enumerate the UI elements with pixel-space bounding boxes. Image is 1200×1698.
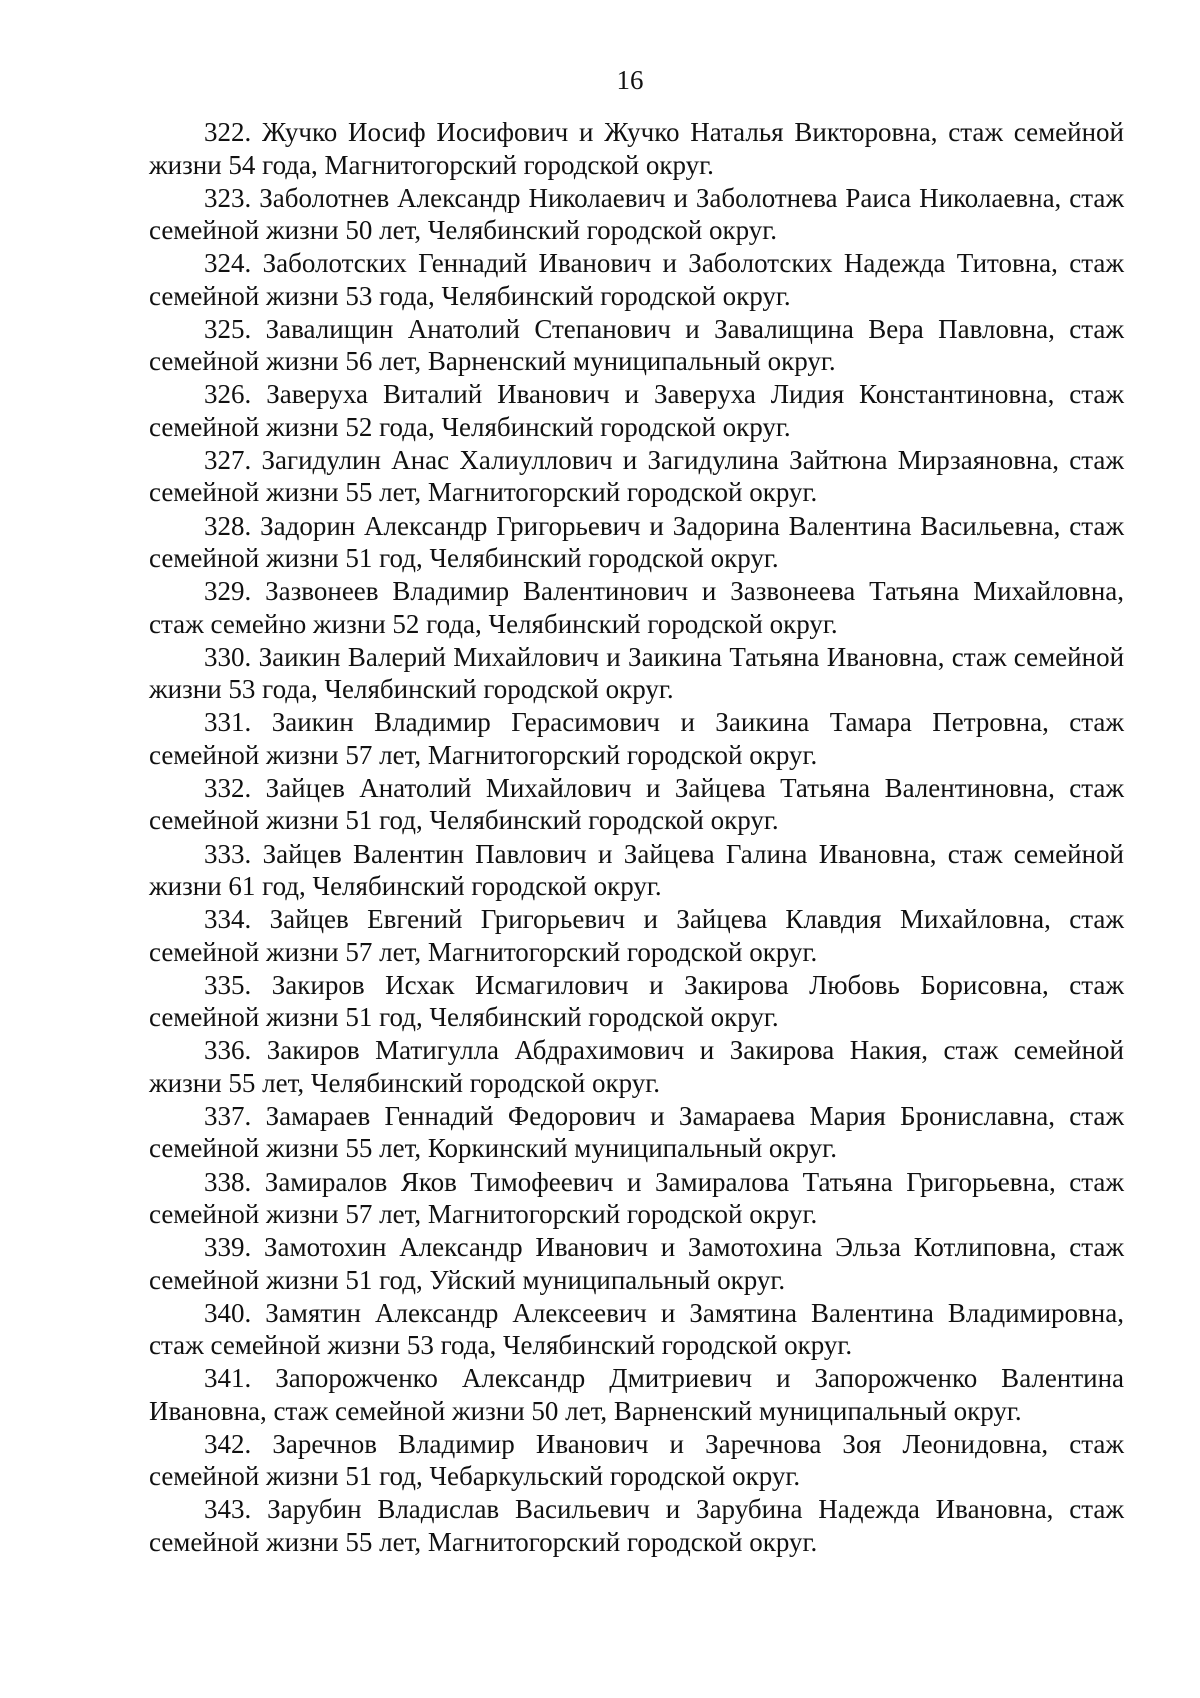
list-item xyxy=(149,1362,1124,1427)
entry-text: Заболотских Геннадий Иванович и Заболотских Надежда Титовна, стаж семейной жизни 53 года, Челябинский городской округ. xyxy=(149,248,1125,311)
entry-text: Замотохин Александр Иванович и Замотохина Эльза Котлиповна, стаж семейной жизни 51 год, Уйский муниципальный округ. xyxy=(149,1232,1124,1295)
list-item xyxy=(149,313,1124,378)
entry-number: 342. xyxy=(204,1428,252,1459)
entry-number: 341. xyxy=(204,1363,252,1394)
entry-text: Запорожченко Александр Дмитриевич и Запорожченко Валентина Ивановна, стаж семейной жизни 50 лет, Варненский муниципальный округ. xyxy=(149,1363,1124,1426)
entry-text: Жучко Иосиф Иосифович и Жучко Наталья Викторовна, стаж семейной жизни 54 года, Магнитогорский городской округ. xyxy=(149,117,1124,180)
entry-text: Замиралов Яков Тимофеевич и Замиралова Татьяна Григорьевна, стаж семейной жизни 57 лет, Магнитогорский городской округ. xyxy=(149,1166,1125,1229)
list-item xyxy=(149,444,1124,509)
entry-number: 339. xyxy=(204,1232,252,1263)
entry-text: Заверуха Виталий Иванович и Заверуха Лидия Константиновна, стаж семейной жизни 52 года, Челябинский городской округ. xyxy=(149,379,1125,442)
entry-number: 337. xyxy=(204,1100,252,1131)
entry-text: Зайцев Евгений Григорьевич и Зайцева Клавдия Михайловна, стаж семейной жизни 57 лет, Магнитогорский городской округ. xyxy=(149,904,1125,967)
entry-number: 331. xyxy=(204,707,252,738)
entry-number: 329. xyxy=(204,576,252,607)
entry-number: 326. xyxy=(204,379,252,410)
list-item xyxy=(149,903,1124,968)
entry-number: 340. xyxy=(204,1297,252,1328)
entry-number: 327. xyxy=(204,444,252,475)
list-item xyxy=(149,1493,1124,1558)
entry-number: 325. xyxy=(204,313,252,344)
entry-number: 322. xyxy=(204,117,252,147)
entry-number: 323. xyxy=(204,182,252,213)
list-item xyxy=(149,1428,1124,1493)
entry-number: 334. xyxy=(204,904,252,935)
entry-text: Замараев Геннадий Федорович и Замараева Мария Брониславна, стаж семейной жизни 55 лет, Коркинский муниципальный округ. xyxy=(149,1100,1125,1164)
entry-number: 332. xyxy=(204,772,252,803)
entry-text: Заболотнев Александр Николаевич и Заболотнева Раиса Николаевна, стаж семейной жизни 50 лет, Челябинский городской округ. xyxy=(149,182,1125,246)
list-item xyxy=(149,182,1124,247)
entry-text: Задорин Александр Григорьевич и Задорина Валентина Васильевна, стаж семейной жизни 51 год, Челябинский городской округ. xyxy=(149,510,1124,574)
entry-text: Завалищин Анатолий Степанович и Завалищина Вера Павловна, стаж семейной жизни 56 лет, Варненский муниципальный округ. xyxy=(149,313,1125,377)
entry-text: Зарубин Владислав Васильевич и Зарубина Надежда Ивановна, стаж семейной жизни 55 лет, Магнитогорский городской округ. xyxy=(149,1494,1124,1557)
list-item xyxy=(149,510,1124,575)
entry-text: Замятин Александр Алексеевич и Замятина Валентина Владимировна, стаж семейной жизни 53 года, Челябинский городской округ. xyxy=(149,1297,1124,1361)
list-item xyxy=(149,116,1124,181)
list-item xyxy=(149,1231,1124,1296)
list-item xyxy=(149,838,1124,903)
list-item xyxy=(149,772,1124,837)
list-item xyxy=(149,575,1124,640)
entry-text: Зайцев Анатолий Михайлович и Зайцева Татьяна Валентиновна, стаж семейной жизни 51 год, Челябинский городской округ. xyxy=(149,772,1124,836)
entry-number: 333. xyxy=(204,838,252,869)
entry-number: 324. xyxy=(204,248,252,279)
list-item xyxy=(149,247,1124,312)
list-item xyxy=(149,706,1124,771)
list-item xyxy=(149,1166,1124,1231)
entry-text: Заикин Владимир Герасимович и Заикина Тамара Петровна, стаж семейной жизни 57 лет, Магнитогорский городской округ. xyxy=(149,707,1125,770)
entry-text: Зайцев Валентин Павлович и Зайцева Галина Ивановна, стаж семейной жизни 61 год, Челябинский городской округ. xyxy=(149,838,1125,902)
entry-number: 338. xyxy=(204,1166,252,1197)
list-item xyxy=(149,969,1124,1034)
entry-text: Заречнов Владимир Иванович и Заречнова Зоя Леонидовна, стаж семейной жизни 51 год, Чебаркульский городской округ. xyxy=(149,1428,1124,1492)
page-number: 16 xyxy=(616,65,644,95)
entry-text: Загидулин Анас Халиуллович и Загидулина Зайтюна Мирзаяновна, стаж семейной жизни 55 лет, Магнитогорский городской округ. xyxy=(149,444,1125,508)
entry-text: Заикин Валерий Михайлович и Заикина Татьяна Ивановна, стаж семейной жизни 53 года, Челябинский городской округ. xyxy=(149,641,1125,705)
list-item xyxy=(149,1100,1124,1165)
entry-number: 343. xyxy=(204,1494,252,1525)
entry-text: Закиров Матигулла Абдрахимович и Закирова Накия, стаж семейной жизни 55 лет, Челябинский городской округ. xyxy=(149,1035,1124,1098)
entry-text: Закиров Исхак Исмагилович и Закирова Любовь Борисовна, стаж семейной жизни 51 год, Челябинский городской округ. xyxy=(149,969,1124,1033)
entry-number: 336. xyxy=(204,1035,252,1066)
entry-text: Зазвонеев Владимир Валентинович и Зазвонеева Татьяна Михайловна, стаж семейно жизни 52 года, Челябинский городской округ. xyxy=(149,576,1125,639)
list-item xyxy=(149,1297,1124,1362)
entry-number: 328. xyxy=(204,510,252,541)
list-item xyxy=(149,641,1124,706)
entry-number: 330. xyxy=(204,641,252,672)
entry-list xyxy=(149,116,1124,1559)
list-item xyxy=(149,1034,1124,1099)
list-item xyxy=(149,378,1124,443)
entry-number: 335. xyxy=(204,969,252,1000)
